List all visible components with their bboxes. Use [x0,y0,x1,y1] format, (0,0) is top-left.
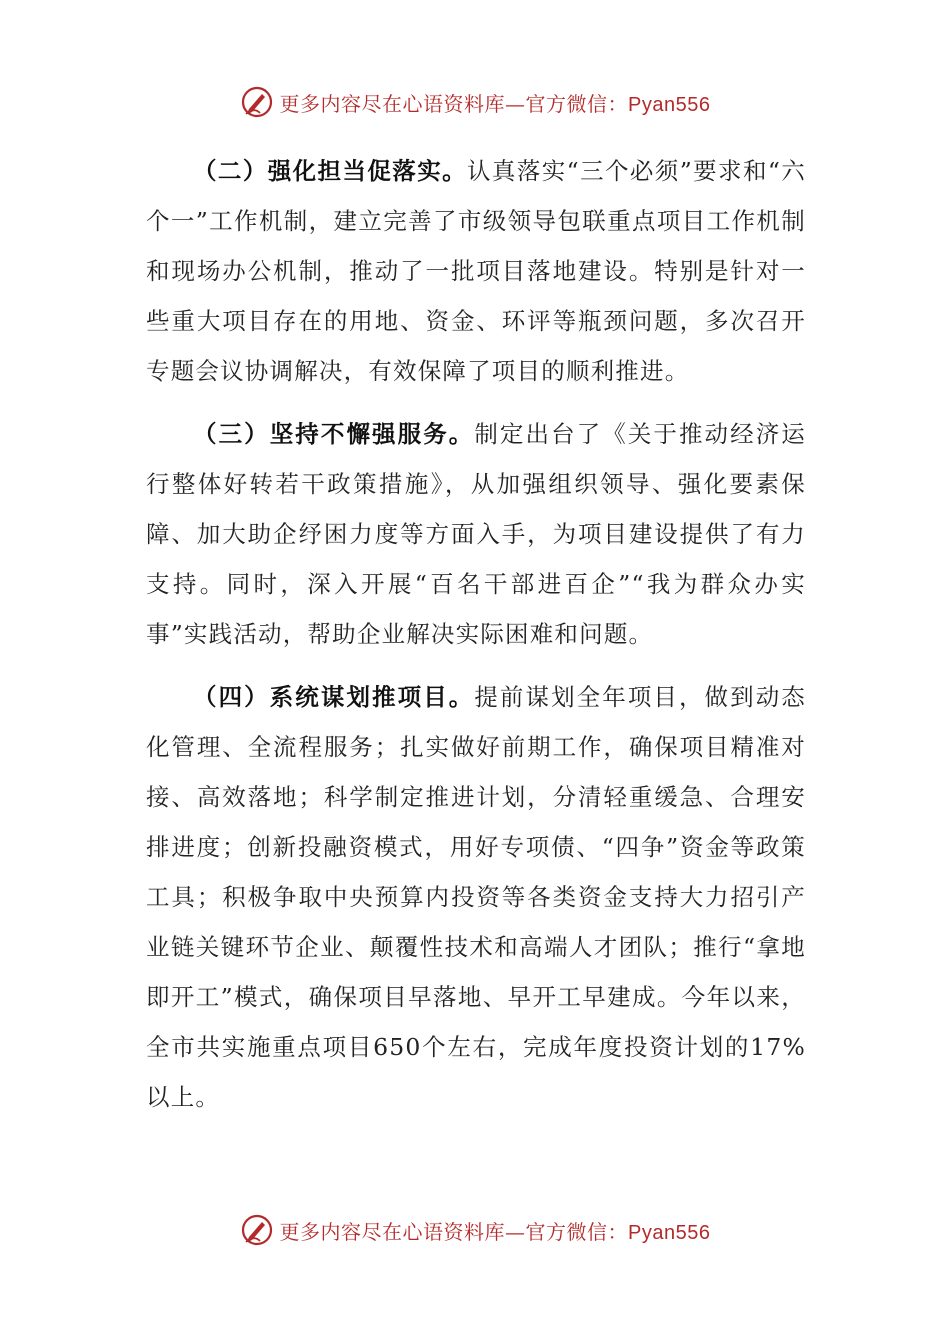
section-heading: （四）系统谋划推项目。 [193,683,475,711]
section-body: 制定出台了《关于推动经济运行整体好转若干政策措施》，从加强组织领导、强化要素保障、加大助企纾困力度等方面入手，为项目建设提供了有力支持。同时，深入开展“百名干部进百企”“我为群众办实事”实践活动，帮助企业解决实际困难和问题。 [146,420,806,648]
paragraph-section-2 [146,146,806,396]
section-heading: （二）强化担当促落实。 [193,157,468,185]
banner-wechat-id: Pyan556 [628,1221,711,1244]
banner-site-name: 更多内容尽在心语资料库 [279,91,506,116]
section-heading: （三）坚持不懈强服务。 [193,420,475,448]
pen-logo-icon [240,1213,274,1247]
banner-wechat-label: 官方微信： [525,91,629,116]
document-body [146,146,806,1135]
footer-watermark-banner [0,1210,950,1250]
banner-separator: — [505,1219,526,1244]
paragraph-section-3 [146,409,806,659]
footer-banner-text [280,1216,711,1245]
section-body: 认真落实“三个必须”要求和“六个一”工作机制，建立完善了市级领导包联重点项目工作机制和现场办公机制，推动了一批项目落地建设。特别是针对一些重大项目存在的用地、资金、环评等瓶颈问题，多次召开专题会议协调解决，有效保障了项目的顺利推进。 [146,157,806,385]
section-body: 提前谋划全年项目，做到动态化管理、全流程服务；扎实做好前期工作，确保项目精准对接、高效落地；科学制定推进计划，分清轻重缓急、合理安排进度；创新投融资模式，用好专项债、“四争”资金等政策工具；积极争取中央预算内投资等各类资金支持大力招引产业链关键环节企业、颠覆性技术和高端人才团队；推行“拿地即开工”模式，确保项目早落地、早开工早建成。今年以来，全市共实施重点项目650个左右，完成年度投资计划的17%以上。 [146,683,806,1111]
banner-wechat-id: Pyan556 [628,93,711,116]
banner-separator: — [505,91,526,116]
paragraph-section-4 [146,672,806,1122]
header-banner-text [280,88,711,117]
header-watermark-banner [0,82,950,122]
banner-wechat-label: 官方微信： [525,1219,629,1244]
pen-logo-icon [240,85,274,119]
banner-site-name: 更多内容尽在心语资料库 [279,1219,506,1244]
